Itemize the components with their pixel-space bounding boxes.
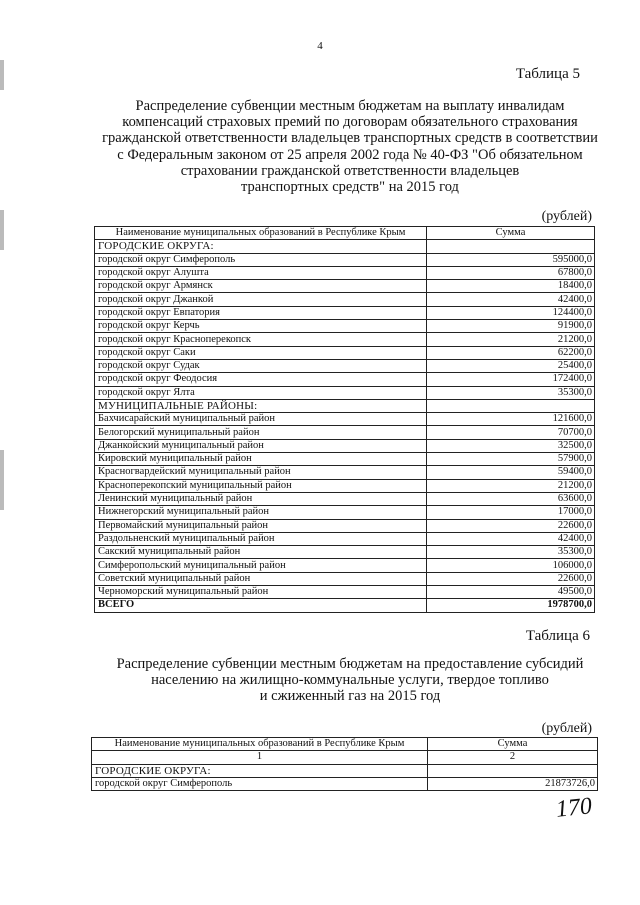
amount-cell: 124400,0 (427, 306, 595, 319)
municipality-name: городской округ Керчь (95, 320, 427, 333)
table-row (95, 306, 595, 319)
municipality-name: городской округ Феодосия (95, 373, 427, 386)
table6 (91, 737, 598, 791)
municipality-name: городской округ Судак (95, 359, 427, 372)
column-number: 2 (428, 751, 598, 764)
amount-cell: 18400,0 (427, 280, 595, 293)
amount-cell: 63600,0 (427, 492, 595, 505)
section-heading: ГОРОДСКИЕ ОКРУГА: (92, 764, 428, 777)
amount-cell: 21200,0 (427, 333, 595, 346)
municipality-name: Симферопольский муниципальный район (95, 559, 427, 572)
municipality-name: городской округ Джанкой (95, 293, 427, 306)
amount-cell: 595000,0 (427, 253, 595, 266)
municipality-name: Нижнегорский муниципальный район (95, 506, 427, 519)
amount-cell: 59400,0 (427, 466, 595, 479)
amount-cell: 17000,0 (427, 506, 595, 519)
table-row (95, 266, 595, 279)
title-line: страховании гражданской ответственности владельцев (180, 162, 520, 179)
amount-cell: 106000,0 (427, 559, 595, 572)
amount-cell: 22600,0 (427, 572, 595, 585)
table-row (95, 346, 595, 359)
municipality-name: Джанкойский муниципальный район (95, 439, 427, 452)
amount-cell: 172400,0 (427, 373, 595, 386)
amount-cell: 62200,0 (427, 346, 595, 359)
column-header-name: Наименование муниципальных образований в Республике Крым (95, 227, 427, 240)
title-line: компенсаций страховых премий по договорам обязательного страхования (122, 114, 578, 131)
municipality-name: Черноморский муниципальный район (95, 586, 427, 599)
table-row (95, 293, 595, 306)
table6-units: (рублей) (541, 721, 592, 736)
amount-cell: 21873726,0 (428, 777, 598, 790)
table5-label: Таблица 5 (515, 66, 580, 82)
table-row (95, 586, 595, 599)
table-row (95, 439, 595, 452)
handwritten-page-mark: 170 (554, 793, 594, 823)
municipality-name: городской округ Ялта (95, 386, 427, 399)
table-row (95, 532, 595, 545)
column-number: 1 (92, 751, 428, 764)
column-header-name: Наименование муниципальных образований в Республике Крым (92, 738, 428, 751)
section-row (95, 399, 595, 412)
table-row (95, 413, 595, 426)
scan-edge-mark (0, 60, 4, 90)
municipality-name: городской округ Симферополь (92, 777, 428, 790)
title-line: населению на жилищно-коммунальные услуги, твердое топливо (151, 672, 549, 689)
municipality-name: Ленинский муниципальный район (95, 492, 427, 505)
municipality-name: городской округ Симферополь (95, 253, 427, 266)
table-row (95, 253, 595, 266)
amount-cell: 91900,0 (427, 320, 595, 333)
page-number: 4 (317, 40, 323, 52)
municipality-name: Раздольненский муниципальный район (95, 532, 427, 545)
amount-cell: 1978700,0 (427, 599, 595, 612)
municipality-name: Кировский муниципальный район (95, 453, 427, 466)
table-row (95, 546, 595, 559)
table-row (95, 320, 595, 333)
municipality-name: Красноперекопский муниципальный район (95, 479, 427, 492)
municipality-name: Белогорский муниципальный район (95, 426, 427, 439)
amount-cell (427, 240, 595, 253)
table-row (95, 506, 595, 519)
table-row (95, 479, 595, 492)
municipality-name: Советский муниципальный район (95, 572, 427, 585)
municipality-name: городской округ Армянск (95, 280, 427, 293)
municipality-name: Бахчисарайский муниципальный район (95, 413, 427, 426)
amount-cell (428, 764, 598, 777)
amount-cell: 57900,0 (427, 453, 595, 466)
table-row (95, 559, 595, 572)
amount-cell: 32500,0 (427, 439, 595, 452)
table-row (95, 519, 595, 532)
amount-cell: 121600,0 (427, 413, 595, 426)
table-row (95, 453, 595, 466)
column-header-sum: Сумма (427, 227, 595, 240)
table-row (95, 466, 595, 479)
scan-edge-mark (0, 210, 4, 250)
table-row (95, 426, 595, 439)
table-row (95, 280, 595, 293)
table6-title (90, 656, 610, 705)
table-row (95, 492, 595, 505)
table6-label: Таблица 6 (525, 628, 590, 644)
table5 (94, 226, 595, 613)
table5-title (100, 98, 600, 195)
table-row (95, 572, 595, 585)
municipality-name: Сакский муниципальный район (95, 546, 427, 559)
title-line: гражданской ответственности владельцев транспортных средств в соответствии (102, 130, 598, 147)
municipality-name: городской округ Евпатория (95, 306, 427, 319)
amount-cell: 35300,0 (427, 386, 595, 399)
amount-cell: 49500,0 (427, 586, 595, 599)
total-row (95, 599, 595, 612)
title-line: Распределение субвенции местным бюджетам на выплату инвалидам (135, 98, 565, 114)
column-header-sum: Сумма (428, 738, 598, 751)
table-row (95, 359, 595, 372)
table-row (95, 333, 595, 346)
title-line: и сжиженный газ на 2015 год (259, 688, 441, 705)
title-line: с Федеральным законом от 25 апреля 2002 года № 40-ФЗ "Об обязательном (117, 146, 583, 163)
municipality-name: городской округ Саки (95, 346, 427, 359)
title-line: транспортных средств" на 2015 год (241, 179, 459, 196)
scan-edge-mark (0, 450, 4, 510)
amount-cell: 70700,0 (427, 426, 595, 439)
municipality-name: ВСЕГО (95, 599, 427, 612)
municipality-name: Первомайский муниципальный район (95, 519, 427, 532)
municipality-name: городской округ Красноперекопск (95, 333, 427, 346)
section-heading: МУНИЦИПАЛЬНЫЕ РАЙОНЫ: (95, 399, 427, 412)
amount-cell: 22600,0 (427, 519, 595, 532)
section-heading: ГОРОДСКИЕ ОКРУГА: (95, 240, 427, 253)
amount-cell: 42400,0 (427, 532, 595, 545)
table-row (95, 386, 595, 399)
title-line: Распределение субвенции местным бюджетам на предоставление субсидий (116, 656, 584, 672)
table-row (95, 373, 595, 386)
amount-cell: 35300,0 (427, 546, 595, 559)
amount-cell: 42400,0 (427, 293, 595, 306)
section-row (92, 764, 598, 777)
municipality-name: Красногвардейский муниципальный район (95, 466, 427, 479)
municipality-name: городской округ Алушта (95, 266, 427, 279)
amount-cell: 67800,0 (427, 266, 595, 279)
amount-cell: 25400,0 (427, 359, 595, 372)
amount-cell (427, 399, 595, 412)
table-row (92, 777, 598, 790)
section-row (95, 240, 595, 253)
amount-cell: 21200,0 (427, 479, 595, 492)
table5-units: (рублей) (541, 209, 592, 224)
